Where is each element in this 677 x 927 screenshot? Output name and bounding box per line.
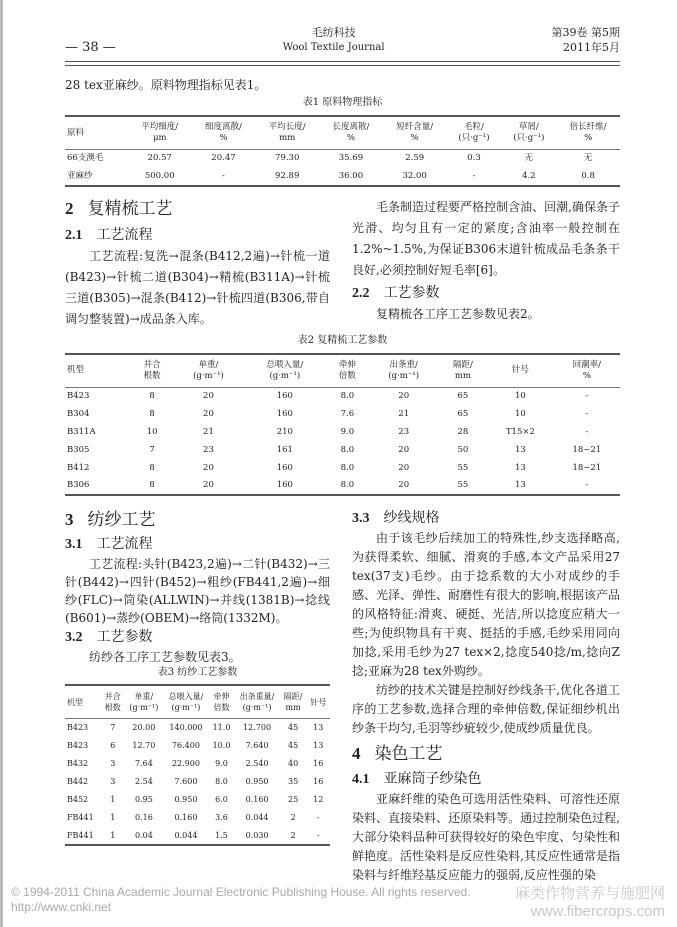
section-3-heading: 3 纺纱工艺 xyxy=(65,510,156,530)
column-header-line: 回潮率/ xyxy=(572,359,602,370)
column-header xyxy=(369,354,439,388)
section-4-heading: 4 染色工艺 xyxy=(352,744,443,764)
left-column xyxy=(65,197,330,330)
column-header-line: (只·g⁻¹) xyxy=(458,133,490,143)
table-cell: 0.16 xyxy=(134,813,153,822)
table-cell: 25 xyxy=(288,795,299,804)
table-cell: 8 xyxy=(149,480,155,490)
table-cell: 16 xyxy=(313,777,324,786)
section-2-columns xyxy=(65,197,620,330)
table-cell: 10 xyxy=(146,426,158,437)
column-header xyxy=(280,685,307,719)
table-cell: 6 xyxy=(110,741,116,750)
table-cell: 11.0 xyxy=(212,723,231,733)
table-cell: - xyxy=(585,390,589,401)
column-header xyxy=(383,116,447,150)
table-cell: 7.600 xyxy=(174,777,198,786)
column-header xyxy=(131,354,173,388)
table-cell: 45 xyxy=(288,723,299,733)
table-cell: 65 xyxy=(457,408,469,419)
table-cell: FB441 xyxy=(67,830,94,840)
table-cell: B305 xyxy=(67,444,90,455)
table-cell: 9.0 xyxy=(340,426,355,437)
column-header-line: 总喂入量/ xyxy=(168,692,204,701)
table-cell: B442 xyxy=(67,777,89,786)
column-header xyxy=(319,116,383,150)
table-header-row xyxy=(65,354,620,388)
table-row xyxy=(65,809,330,827)
table-cell: 13 xyxy=(514,480,526,490)
column-header-line: % xyxy=(410,133,419,143)
column-header-line: (g·m⁻¹) xyxy=(129,703,159,712)
column-header-line: (只·g⁻¹) xyxy=(513,133,545,143)
column-header-line: 平均长度/ xyxy=(268,122,306,132)
table-cell: 161 xyxy=(276,444,293,455)
column-header xyxy=(306,685,330,719)
table-cell: B423 xyxy=(67,390,90,401)
section-2-right-text: 毛条制造过程要严格控制含油、回潮,确保条子光滑、均匀且有一定的紧度;含油率一般控制在1.2%~1.5%,为保证B306末道针梳成品毛条条干良好,必须控制好短毛率[6]。 xyxy=(352,199,620,277)
table-cell: T15×2 xyxy=(505,426,535,437)
table-row xyxy=(65,827,330,845)
column-header xyxy=(125,685,164,719)
table-cell: 92.89 xyxy=(275,170,300,181)
table-row xyxy=(65,755,330,773)
column-header-line: 倍长纤维/ xyxy=(569,122,607,132)
table-cell: 0.044 xyxy=(245,813,269,822)
column-header-line: 出条重/ xyxy=(389,359,418,370)
table-cell: - xyxy=(585,480,589,490)
column-header xyxy=(447,116,502,150)
table-cell: 亚麻纱 xyxy=(67,170,93,181)
column-header-line: 针号 xyxy=(310,697,327,707)
table-cell: 0.3 xyxy=(467,153,481,164)
left-column xyxy=(65,508,330,885)
column-header-line: 牵伸 xyxy=(213,692,230,701)
column-header-line: (g·m⁻¹) xyxy=(242,703,272,712)
section-2-2-heading: 2.2 工艺参数 xyxy=(352,284,440,301)
table-cell: 20 xyxy=(203,408,214,419)
column-header xyxy=(65,685,101,719)
column-header-line: (g·m⁻¹) xyxy=(269,370,301,381)
column-header xyxy=(128,116,192,150)
column-header-line: 长度离散/ xyxy=(332,122,370,132)
table-cell: 0.950 xyxy=(245,777,269,786)
table-cell: 9.0 xyxy=(215,759,228,768)
table3-caption: 表3 纺纱工艺参数 xyxy=(157,667,238,678)
column-header-line: 细度离散/ xyxy=(205,122,242,132)
column-header-line: % xyxy=(584,133,593,143)
column-header-line: 牵伸 xyxy=(338,359,356,370)
table-cell: 16 xyxy=(313,759,324,768)
table-row xyxy=(65,441,620,459)
table-cell: 23 xyxy=(203,444,214,455)
table-row xyxy=(65,387,620,405)
column-header xyxy=(255,116,319,150)
table-row xyxy=(65,459,620,477)
table-cell: 160 xyxy=(276,480,293,490)
section-2-1-heading: 2.1 工艺流程 xyxy=(65,226,153,243)
right-column xyxy=(352,508,620,885)
table-cell: 20 xyxy=(398,444,410,455)
table-row xyxy=(65,791,330,809)
table-cell: 1.5 xyxy=(215,830,228,840)
table-cell: 32.00 xyxy=(402,170,427,181)
table-cell: 500.00 xyxy=(144,170,175,181)
column-header-line: 根数 xyxy=(143,370,161,381)
table-cell: 210 xyxy=(276,426,293,437)
table1-caption: 表1 原料物理指标 xyxy=(302,97,383,108)
column-header xyxy=(556,116,620,150)
column-header-line: mm xyxy=(285,703,301,712)
table-cell: 20 xyxy=(398,390,410,401)
section-3-1-text: 工艺流程:头针(B423,2遍)→二针(B432)→三针(B442)→四针(B452)→粗纱(FB441,2遍)→细纱(FLC)→筒染(ALLWIN)→并线(1381B)→捻线(B601)→蒸纱(OBEM)→络筒(1332M)。 xyxy=(65,557,330,625)
column-header-line: 并合 xyxy=(143,359,161,370)
column-header-line: 根数 xyxy=(104,703,121,712)
column-header-line: % xyxy=(346,133,355,143)
table1 xyxy=(65,115,620,187)
table-cell: 55 xyxy=(457,462,469,473)
column-header-line: 机型 xyxy=(67,365,85,375)
table-cell: B412 xyxy=(67,462,90,473)
table-cell: 20.00 xyxy=(132,723,156,733)
table-cell: 7.64 xyxy=(134,759,153,768)
table-cell: 1 xyxy=(110,813,116,822)
column-header-line: (g·m⁻¹) xyxy=(171,703,201,712)
table2-caption: 表2 复精梳工艺参数 xyxy=(297,334,388,346)
table-cell: 20 xyxy=(203,480,214,490)
column-header-line: (g·m⁻¹) xyxy=(388,370,420,381)
table-row xyxy=(65,150,620,168)
journal-name-cn: 毛纺科技 xyxy=(311,26,356,39)
column-header-line: 草屑/ xyxy=(518,122,539,132)
table-cell: - xyxy=(585,426,589,437)
table-cell: 6.0 xyxy=(215,795,228,804)
table-cell: 0.044 xyxy=(174,830,198,840)
column-header-line: (g·m⁻¹) xyxy=(193,370,224,381)
section-3-2-text: 纺纱各工序工艺参数见表3。 xyxy=(89,650,241,664)
table-cell: 无 xyxy=(583,153,593,164)
column-header xyxy=(234,685,279,719)
table-cell: 8.0 xyxy=(340,462,355,473)
table-cell: 140.000 xyxy=(169,723,203,733)
table-cell: 160 xyxy=(276,462,293,473)
table-cell: 0.160 xyxy=(245,795,269,804)
table-cell: 13 xyxy=(313,741,324,750)
table-cell: 65 xyxy=(457,390,469,401)
header-rule xyxy=(65,61,620,66)
table-cell: 2.59 xyxy=(405,153,425,164)
column-header-line: 毛粒/ xyxy=(464,122,484,132)
table-cell: 8 xyxy=(149,408,155,419)
table-row xyxy=(65,737,330,755)
table-cell: B423 xyxy=(67,741,89,750)
right-column xyxy=(352,197,620,330)
table-cell: B432 xyxy=(67,759,89,768)
table-cell: 无 xyxy=(524,153,534,164)
table-row xyxy=(65,477,620,495)
table-cell: FB441 xyxy=(67,813,94,822)
column-header-line: 原料 xyxy=(67,127,85,138)
table-cell: 20 xyxy=(203,462,214,473)
column-header xyxy=(163,685,208,719)
journal-title xyxy=(283,25,385,55)
table-cell: 18~21 xyxy=(572,462,602,473)
table-cell: 35.69 xyxy=(338,153,364,164)
table3 xyxy=(65,684,330,846)
table-cell: 3.6 xyxy=(215,813,228,822)
intro-text: 28 tex亚麻纱。原料物理指标见表1。 xyxy=(65,78,267,92)
table-cell: 21 xyxy=(203,426,214,437)
table-cell: 23 xyxy=(398,426,410,437)
table-cell: 7 xyxy=(149,444,155,455)
table-cell: 20.47 xyxy=(211,153,236,164)
table-cell: 13 xyxy=(514,462,526,473)
column-header-line: % xyxy=(219,133,228,143)
table-cell: 1 xyxy=(110,795,116,804)
table-cell: 7 xyxy=(110,723,116,733)
table-cell: 3 xyxy=(110,777,116,786)
table-cell: 50 xyxy=(457,444,469,455)
section-3-3-text: 由于该毛纱后续加工的特殊性,纱支选择略高,为获得柔软、细腻、滑爽的手感,本文产品采用27 tex(37支)毛纱。由于捻系数的大小对成纱的手感、光泽、弹性、耐磨性有很大的影响,根据该产品的风格特征:滑爽、硬挺、光洁,所以捻度应稍大一些;为使织物具有干爽、挺括的手感,毛纱采用同向加捻,采用毛纱为27 tex×2,捻度540捻/m,捻向Z捻;亚麻为28 tex外购纱。 xyxy=(352,531,620,678)
table-cell: B311A xyxy=(67,426,96,437)
table-cell: 7.640 xyxy=(245,741,269,750)
column-header xyxy=(65,116,128,150)
table-cell: 0.030 xyxy=(245,830,269,840)
column-header-line: mm xyxy=(454,370,471,381)
column-header-line: 平均细度/ xyxy=(141,122,179,132)
table-row xyxy=(65,423,620,441)
table-cell: 36.00 xyxy=(338,170,364,181)
column-header-line: 总喂入量/ xyxy=(266,359,304,370)
table-cell: 160 xyxy=(276,408,293,419)
table-cell: B304 xyxy=(67,408,90,419)
table-cell: - xyxy=(316,830,320,840)
column-header-line: % xyxy=(582,370,591,381)
table-cell: 0.8 xyxy=(581,170,595,181)
page-footer xyxy=(11,885,665,927)
table-cell: 35 xyxy=(288,777,299,786)
table-cell: 8.0 xyxy=(340,444,355,455)
table-cell: 13 xyxy=(514,444,526,455)
section-2-2-text: 复精梳各工序工艺参数见表2。 xyxy=(376,306,540,321)
table-cell: 66支澳毛 xyxy=(67,153,104,164)
table-cell: - xyxy=(585,408,589,419)
table-cell: 55 xyxy=(457,480,469,490)
column-header xyxy=(501,116,556,150)
volume-issue: 第39卷 第5期 xyxy=(551,26,620,39)
table-cell: 7.6 xyxy=(340,408,355,419)
table-cell: 76.400 xyxy=(171,741,200,750)
table-cell: - xyxy=(472,170,476,181)
issue-date: 2011年5月 xyxy=(563,41,620,54)
table-cell: 20 xyxy=(398,462,410,473)
table-cell: 0.950 xyxy=(174,795,198,804)
table-cell: 13 xyxy=(313,723,324,733)
running-header xyxy=(65,0,620,55)
table-cell: 10 xyxy=(514,390,526,401)
table-cell: 40 xyxy=(288,759,299,768)
column-header-line: 倍数 xyxy=(213,703,230,712)
table-cell: 2 xyxy=(290,813,296,822)
table-cell: 21 xyxy=(398,408,410,419)
table-cell: 10 xyxy=(514,408,526,419)
section-2-1-text: 工艺流程:复洗→混条(B412,2遍)→针梳一道(B423)→针梳二道(B304)→精梳(B311A)→针梳三道(B305)→混条(B412)→针梳四道(B306,带自调匀整装置)→成品条入库。 xyxy=(65,248,330,326)
column-header-line: μm xyxy=(152,133,167,143)
table-cell: 0.160 xyxy=(174,813,198,822)
table-cell: B452 xyxy=(67,795,89,804)
column-header xyxy=(209,685,235,719)
column-header xyxy=(326,354,368,388)
journal-name-en: Wool Textile Journal xyxy=(282,42,385,53)
column-header-line: 短纤含量/ xyxy=(396,122,434,132)
table-cell: 10.0 xyxy=(212,741,231,750)
column-header xyxy=(173,354,243,388)
column-header-line: 单重/ xyxy=(134,692,154,701)
table-cell: 8.0 xyxy=(215,777,228,786)
table-cell: B423 xyxy=(67,723,89,733)
section-4-1-text: 亚麻纤维的染色可选用活性染料、可溶性还原染料、直接染料、还原染料等。通过控制染色过程,大部分染料品种可获得较好的染色牢度、匀染性和鲜艳度。活性染料是反应性染料,其反应性通常是指染料与纤维羟基反应能力的强弱,反应性强的染 xyxy=(352,792,620,882)
section-3-1-heading: 3.1 工艺流程 xyxy=(65,536,153,552)
section-3-3-text-2: 纺纱的技术关键是控制好纱线条干,优化各道工序的工艺参数,选择合理的牵伸倍数,保证细纱机出纱条干均匀,毛羽等纱疵较少,使成纱质量优良。 xyxy=(352,683,620,735)
table-cell: 0.04 xyxy=(134,830,153,840)
table-cell: 160 xyxy=(276,390,293,401)
table-cell: 28 xyxy=(457,426,469,437)
column-header-line: 针号 xyxy=(511,365,529,375)
table-cell: 18~21 xyxy=(572,444,602,455)
column-header-line: 隔距/ xyxy=(283,692,303,701)
table-row xyxy=(65,719,330,737)
table-cell: 20 xyxy=(203,390,214,401)
table-cell: 8 xyxy=(149,462,155,473)
column-header-line: 隔距/ xyxy=(452,359,473,370)
column-header xyxy=(554,354,620,388)
table-cell: 3 xyxy=(110,759,116,768)
table-cell: 79.30 xyxy=(275,153,300,164)
column-header xyxy=(101,685,124,719)
table-row xyxy=(65,168,620,186)
table-cell: 20.57 xyxy=(147,153,172,164)
table-cell: - xyxy=(316,813,320,822)
column-header-line: mm xyxy=(279,133,296,143)
table-cell: 0.95 xyxy=(134,795,153,804)
table-cell: 22.900 xyxy=(171,759,200,768)
section-3-columns xyxy=(65,508,620,885)
table-cell: 2 xyxy=(290,830,296,840)
table-cell: 12.700 xyxy=(243,723,272,733)
table-cell: 20 xyxy=(398,480,410,490)
table-cell: 8 xyxy=(149,390,155,401)
column-header-line: 倍数 xyxy=(338,370,356,381)
table-row xyxy=(65,773,330,791)
column-header-line: 机型 xyxy=(67,697,83,707)
table-header-row xyxy=(65,116,620,150)
issue-info xyxy=(552,25,621,55)
table-cell: 8.0 xyxy=(340,390,355,401)
column-header-line: 并合 xyxy=(104,692,121,701)
copyright-footer: © 1994-2011 China Academic Journal Electronic Publishing House. All rights reserved. http://www.cnki.net xyxy=(11,885,471,914)
table2 xyxy=(65,353,620,497)
table-header-row xyxy=(65,685,330,719)
watermark: 麻类作物营养与施肥网 www.fibercrops.com xyxy=(514,885,665,920)
table-cell: 4.2 xyxy=(522,170,536,181)
section-3-2-heading: 3.2 工艺参数 xyxy=(65,629,153,645)
column-header-line: 出条重量/ xyxy=(239,692,275,701)
column-header xyxy=(192,116,256,150)
column-header xyxy=(487,354,554,388)
table-cell: 2.54 xyxy=(134,777,153,786)
section-4-1-heading: 4.1 亚麻筒子纱染色 xyxy=(352,771,482,787)
table-row xyxy=(65,405,620,423)
column-header xyxy=(65,354,131,388)
column-header xyxy=(439,354,487,388)
table-cell: 12.70 xyxy=(132,741,156,750)
table-cell: 1 xyxy=(110,830,116,840)
table-cell: 8.0 xyxy=(340,480,355,490)
section-2-heading: 2 复精梳工艺 xyxy=(65,198,173,219)
table-cell: 45 xyxy=(288,741,299,750)
page-number: — 38 — xyxy=(65,40,116,55)
section-3-3-heading: 3.3 纱线规格 xyxy=(352,510,440,526)
table-cell: 2.540 xyxy=(245,759,269,768)
table-cell: 12 xyxy=(313,795,324,804)
table-cell: B306 xyxy=(67,480,90,490)
cnki-link[interactable]: http://www.cnki.net xyxy=(11,900,112,914)
table-cell: - xyxy=(222,170,225,181)
column-header-line: 单重/ xyxy=(198,359,219,370)
column-header xyxy=(244,354,327,388)
